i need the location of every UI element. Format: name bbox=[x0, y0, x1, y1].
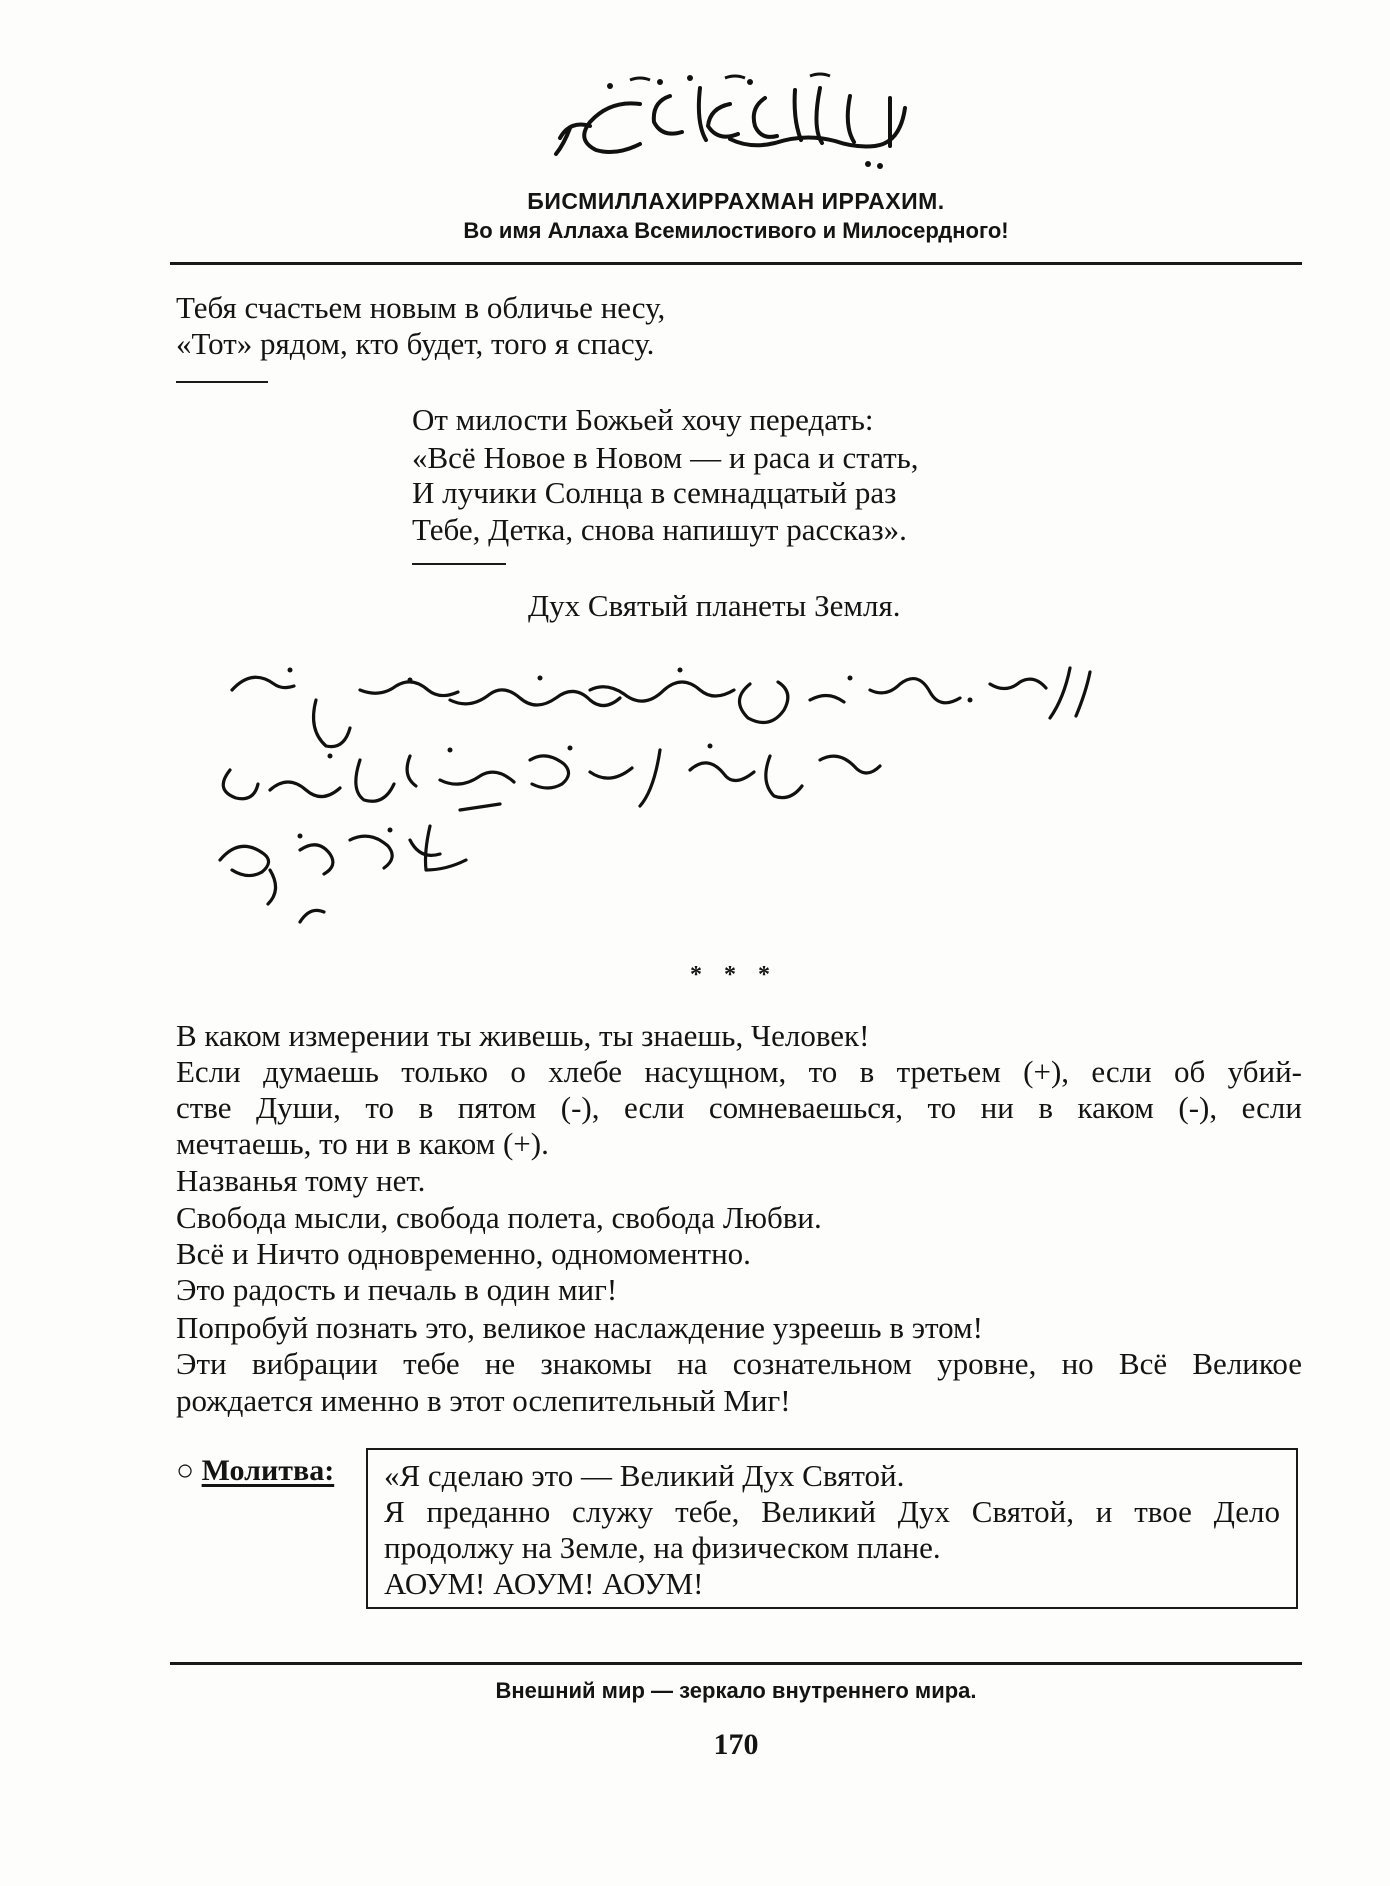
body-line-11: рождается именно в этот ослепительный Миг! bbox=[176, 1383, 791, 1418]
poem1-line-2: «Тот» рядом, кто будет, того я спасу. bbox=[176, 326, 655, 361]
handwritten-script-image bbox=[210, 660, 1130, 930]
page-number: 170 bbox=[713, 1728, 759, 1761]
body-line-7: Всё и Ничто одновременно, одномоментно. bbox=[176, 1236, 751, 1271]
prayer-line-1: «Я сделаю это — Великий Дух Святой. bbox=[384, 1458, 905, 1493]
body-line-5: Названья тому нет. bbox=[176, 1163, 426, 1198]
body-line-1: В каком измерении ты живешь, ты знаешь, Человек! bbox=[176, 1018, 870, 1053]
prayer-box bbox=[366, 1448, 1298, 1609]
body-line-3: стве Души, то в пятом (-), если сомневаешься, то ни в каком (-), если bbox=[176, 1090, 1302, 1125]
poem2-short-rule bbox=[412, 563, 506, 565]
poem2-line-3: И лучики Солнца в семнадцатый раз bbox=[412, 475, 897, 510]
body-line-9: Попробуй познать это, великое наслаждение узреешь в этом! bbox=[176, 1310, 983, 1345]
prayer-line-4: АОУМ! АОУМ! АОУМ! bbox=[384, 1566, 704, 1601]
body-line-4: мечтаешь, то ни в каком (+). bbox=[176, 1126, 549, 1161]
prayer-bullet: ○ bbox=[176, 1454, 195, 1487]
prayer-line-3: продолжу на Земле, на физическом плане. bbox=[384, 1530, 941, 1565]
prayer-label-text: Молитва: bbox=[201, 1454, 335, 1487]
header-title: БИСМИЛЛАХИРРАХМАН ИРРАХИМ. bbox=[527, 188, 945, 214]
body-line-6: Свобода мысли, свобода полета, свобода Любви. bbox=[176, 1200, 822, 1235]
poem1-line-1: Тебя счастьем новым в обличье несу, bbox=[176, 290, 666, 325]
header-subtitle: Во имя Аллаха Всемилостивого и Милосердного! bbox=[463, 218, 1009, 243]
prayer-line-2: Я преданно служу тебе, Великий Дух Святой, и твое Дело bbox=[384, 1494, 1280, 1529]
footer-note: Внешний мир — зеркало внутреннего мира. bbox=[495, 1678, 977, 1703]
body-line-2: Если думаешь только о хлебе насущном, то в третьем (+), если об убий- bbox=[176, 1054, 1302, 1089]
header-divider bbox=[170, 262, 1302, 265]
poem1-short-rule bbox=[176, 381, 268, 383]
footer-divider bbox=[170, 1662, 1302, 1665]
bismillah-calligraphy-image bbox=[550, 68, 920, 178]
poem2-line-2: «Всё Новое в Новом — и раса и стать, bbox=[412, 440, 919, 475]
prayer-label bbox=[176, 1454, 334, 1488]
body-line-8: Это радость и печаль в один миг! bbox=[176, 1272, 618, 1307]
section-separator: * * * bbox=[690, 962, 778, 988]
body-line-10: Эти вибрации тебе не знакомы на сознательном уровне, но Всё Великое bbox=[176, 1346, 1302, 1381]
poem2-line-1: От милости Божьей хочу передать: bbox=[412, 402, 874, 437]
poem2-line-4: Тебе, Детка, снова напишут рассказ». bbox=[412, 512, 907, 547]
poem-signature: Дух Святый планеты Земля. bbox=[528, 588, 901, 623]
